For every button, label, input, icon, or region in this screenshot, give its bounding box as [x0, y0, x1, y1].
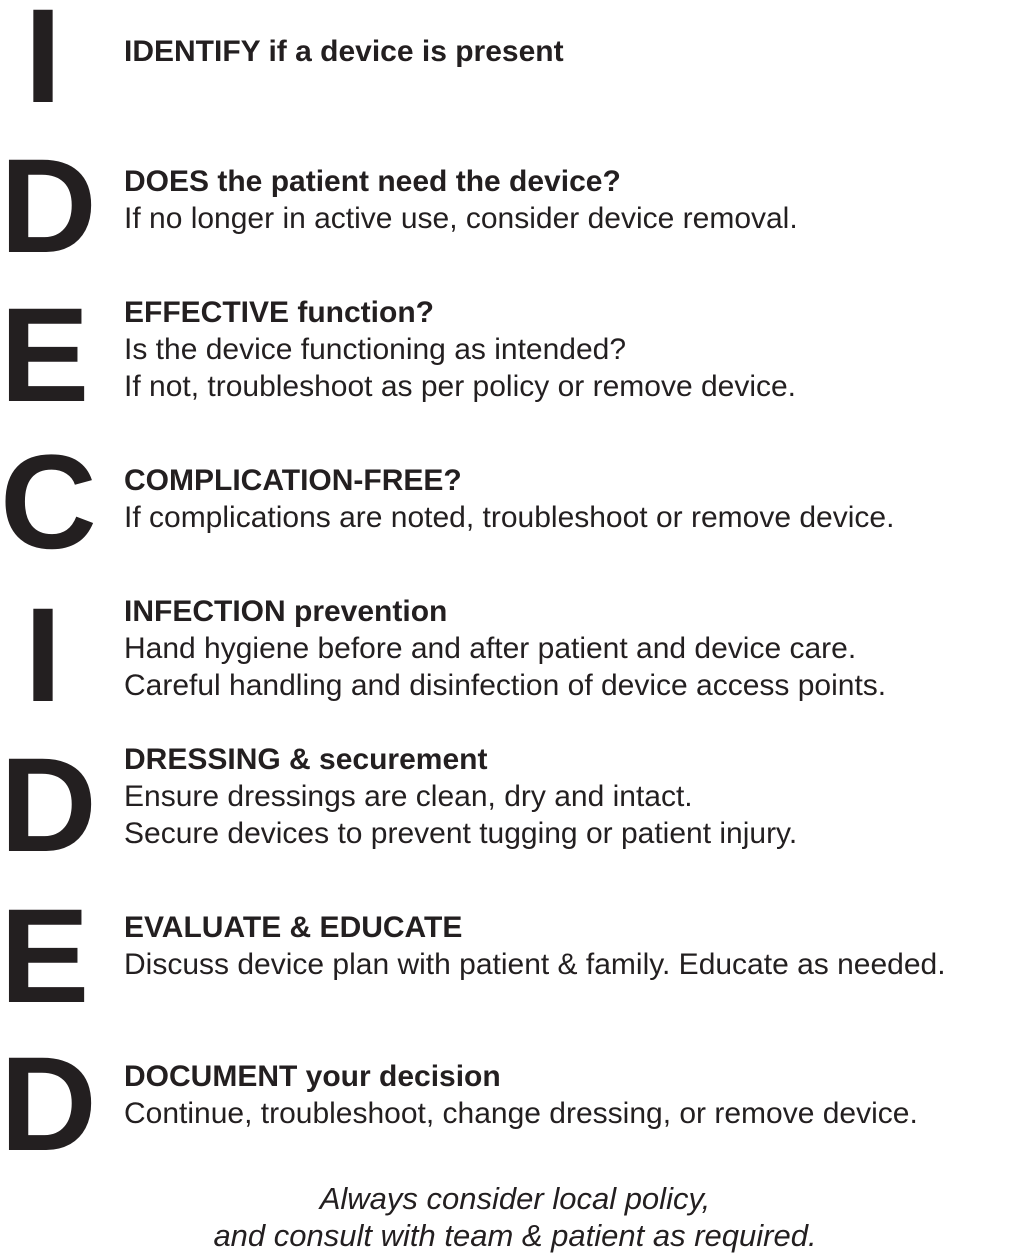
item-line: Is the device functioning as intended? [124, 333, 627, 366]
acronym-letter: C [0, 428, 97, 577]
item-heading: EVALUATE & EDUCATE [124, 911, 463, 944]
item-line: Careful handling and disinfection of device access points. [124, 669, 887, 702]
item-text [124, 741, 1030, 852]
acronym-letter: D [0, 1030, 97, 1179]
item-text [124, 593, 1030, 704]
item-text [124, 1058, 1030, 1132]
acronym-letter: D [0, 132, 97, 281]
item-line: If no longer in active use, consider device removal. [124, 202, 798, 235]
item-heading: EFFECTIVE function? [124, 296, 434, 329]
item-text [124, 33, 1030, 70]
item-line: If not, troubleshoot as per policy or remove device. [124, 370, 797, 403]
item-line: Hand hygiene before and after patient and device care. [124, 632, 857, 665]
footnote-line: and consult with team & patient as required. [213, 1218, 817, 1253]
acronym-letter: E [0, 882, 90, 1031]
item-text [124, 163, 1030, 237]
item-line: Continue, troubleshoot, change dressing, or remove device. [124, 1097, 918, 1130]
item-text [124, 909, 1030, 983]
item-heading: COMPLICATION-FREE? [124, 464, 462, 497]
policy-footnote [0, 1180, 1030, 1254]
item-heading: DOES the patient need the device? [124, 165, 621, 198]
item-line: Discuss device plan with patient & family. Educate as needed. [124, 948, 946, 981]
item-line: If complications are noted, troubleshoot or remove device. [124, 501, 895, 534]
item-text [124, 462, 1030, 536]
item-text [124, 294, 1030, 405]
acronym-letter: D [0, 731, 97, 880]
item-line: Secure devices to prevent tugging or patient injury. [124, 817, 798, 850]
acronym-letter: I [24, 581, 62, 730]
item-heading: IDENTIFY if a device is present [124, 35, 564, 68]
item-heading: DRESSING & securement [124, 743, 488, 776]
acronym-letter: I [24, 0, 62, 131]
footnote-line: Always consider local policy, [319, 1181, 711, 1216]
item-heading: INFECTION prevention [124, 595, 448, 628]
acronym-letter: E [0, 281, 90, 430]
item-heading: DOCUMENT your decision [124, 1060, 501, 1093]
item-line: Ensure dressings are clean, dry and intact. [124, 780, 693, 813]
